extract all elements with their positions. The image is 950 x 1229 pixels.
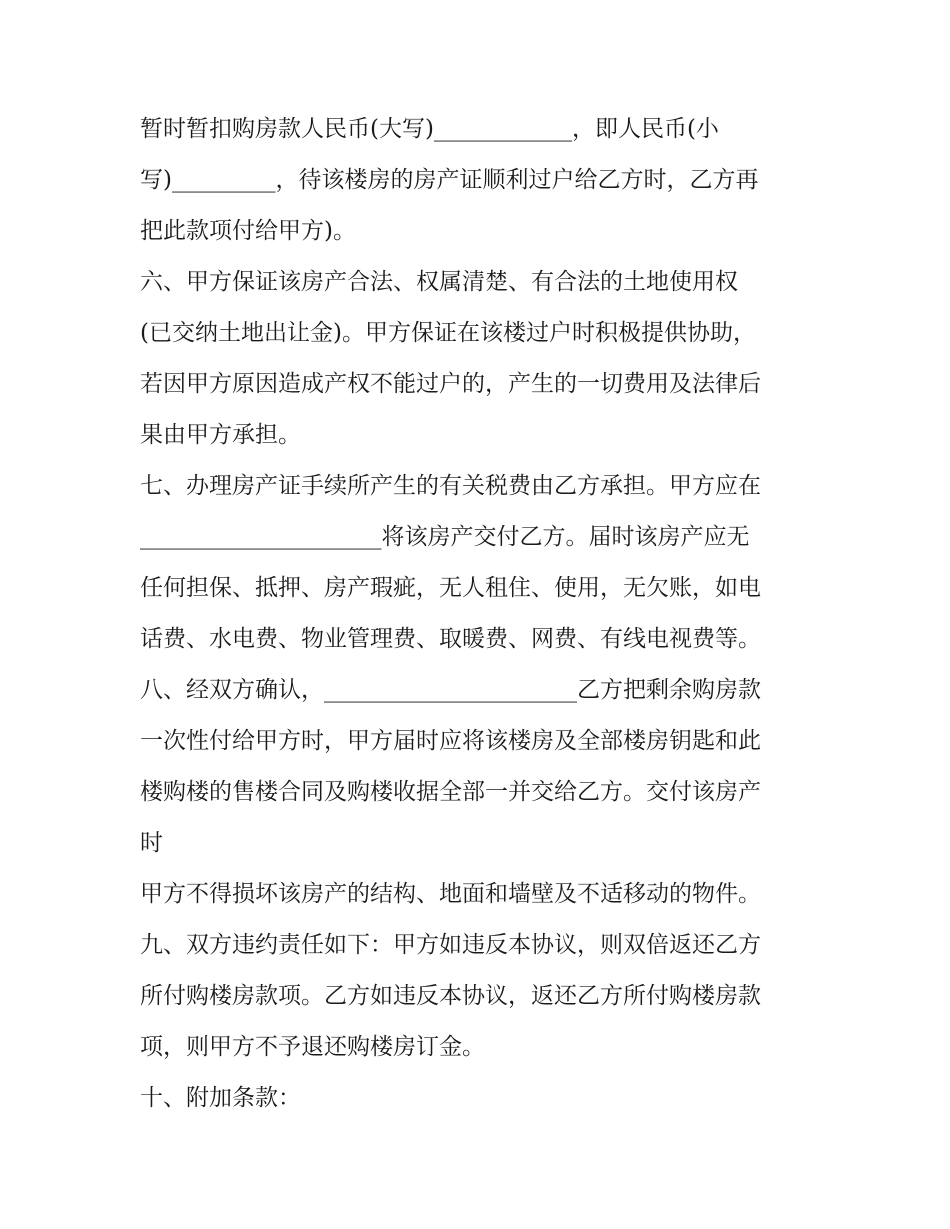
text-line: 所付购楼房款项。乙方如违反本协议，返还乙方所付购楼房款 [140,983,761,1009]
text-line: 时 [140,830,163,856]
clause-8-heading-line: 八、经双方确认，______________________乙方把剩余购房款 [140,677,761,703]
text-line: 果由甲方承担。 [140,422,301,448]
text-line: 把此款项付给甲方)。 [140,218,356,244]
clause-6-heading-line: 六、甲方保证该房产合法、权属清楚、有合法的土地使用权 [140,269,738,295]
text-line: (已交纳土地出让金)。甲方保证在该楼过户时积极提供协助， [140,320,756,346]
text-line: 楼购楼的售楼合同及购楼收据全部一并交给乙方。交付该房产 [140,779,761,805]
text-line: 若因甲方原因造成产权不能过户的，产生的一切费用及法律后 [140,371,761,397]
text-line: 任何担保、抵押、房产瑕疵，无人租住、使用，无欠账，如电 [140,575,761,601]
clause-9-heading-line: 九、双方违约责任如下：甲方如违反本协议，则双倍返还乙方 [140,932,761,958]
clause-10-heading-line: 十、附加条款： [140,1085,301,1111]
text-line: _____________________将该房产交付乙方。届时该房产应无 [140,524,750,550]
text-line: 话费、水电费、物业管理费、取暖费、网费、有线电视费等。 [140,626,761,652]
text-line: 写)_________，待该楼房的房产证顺利过户给乙方时，乙方再 [140,167,759,193]
text-line: 暂时暂扣购房款人民币(大写)____________，即人民币(小 [140,116,719,142]
text-line: 一次性付给甲方时，甲方届时应将该楼房及全部楼房钥匙和此 [140,728,761,754]
clause-7-heading-line: 七、办理房产证手续所产生的有关税费由乙方承担。甲方应在 [140,473,761,499]
text-line: 项，则甲方不予退还购楼房订金。 [140,1034,485,1060]
text-line: 甲方不得损坏该房产的结构、地面和墙壁及不适移动的物件。 [140,881,761,907]
contract-text [140,104,830,1124]
